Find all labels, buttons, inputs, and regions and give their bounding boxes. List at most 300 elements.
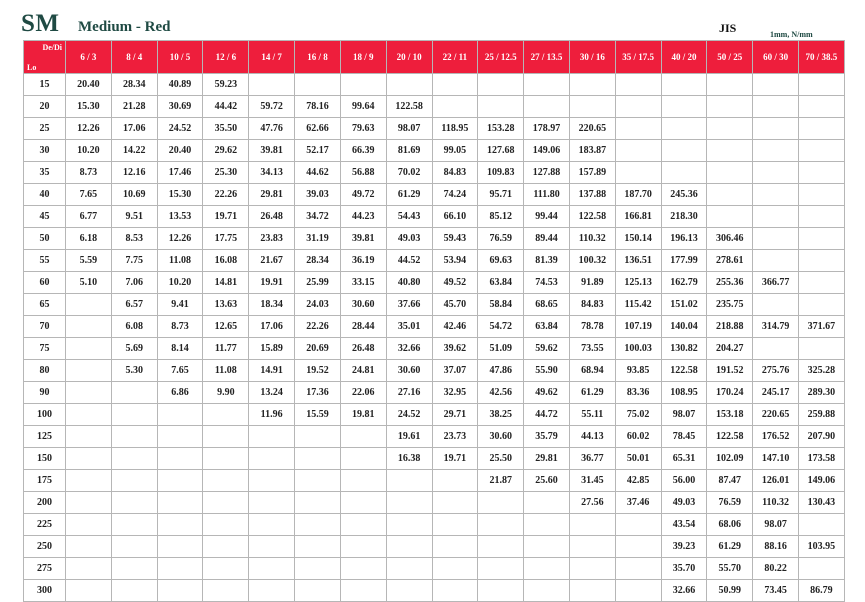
table-cell: 83.36 — [615, 382, 661, 404]
table-cell — [340, 470, 386, 492]
table-cell: 11.77 — [203, 338, 249, 360]
table-cell — [432, 558, 478, 580]
table-cell: 6.18 — [66, 228, 112, 250]
table-cell — [432, 74, 478, 96]
table-cell: 17.06 — [249, 316, 295, 338]
table-cell: 5.69 — [111, 338, 157, 360]
table-cell — [707, 206, 753, 228]
table-cell: 65.31 — [661, 448, 707, 470]
table-cell: 20.40 — [66, 74, 112, 96]
table-cell: 39.03 — [295, 184, 341, 206]
table-cell: 111.80 — [524, 184, 570, 206]
table-cell — [707, 162, 753, 184]
table-cell: 42.46 — [432, 316, 478, 338]
table-cell — [203, 404, 249, 426]
table-cell — [386, 470, 432, 492]
table-cell: 49.72 — [340, 184, 386, 206]
table-cell: 162.79 — [661, 272, 707, 294]
table-cell — [615, 514, 661, 536]
column-header: 18 / 9 — [340, 41, 386, 74]
column-header: 10 / 5 — [157, 41, 203, 74]
table-cell — [111, 492, 157, 514]
table-cell — [707, 184, 753, 206]
corner-cell — [24, 41, 66, 74]
table-row — [24, 250, 845, 272]
table-cell — [569, 580, 615, 602]
table-cell: 69.63 — [478, 250, 524, 272]
table-cell — [524, 492, 570, 514]
table-cell: 122.58 — [707, 426, 753, 448]
table-cell — [432, 514, 478, 536]
table-cell — [386, 536, 432, 558]
table-cell: 127.88 — [524, 162, 570, 184]
table-cell: 85.12 — [478, 206, 524, 228]
table-cell: 108.95 — [661, 382, 707, 404]
table-cell: 275.76 — [753, 360, 799, 382]
table-cell: 11.08 — [157, 250, 203, 272]
table-cell: 25.50 — [478, 448, 524, 470]
table-cell: 125.13 — [615, 272, 661, 294]
table-cell: 21.87 — [478, 470, 524, 492]
table-cell — [249, 536, 295, 558]
table-cell — [295, 470, 341, 492]
table-cell — [753, 206, 799, 228]
table-cell: 110.32 — [569, 228, 615, 250]
table-cell: 80.22 — [753, 558, 799, 580]
table-cell: 137.88 — [569, 184, 615, 206]
table-row — [24, 448, 845, 470]
table-cell: 259.88 — [799, 404, 845, 426]
table-cell: 100.32 — [569, 250, 615, 272]
table-cell: 30.60 — [340, 294, 386, 316]
table-cell — [157, 514, 203, 536]
table-cell: 306.46 — [707, 228, 753, 250]
table-cell: 17.46 — [157, 162, 203, 184]
table-cell: 27.16 — [386, 382, 432, 404]
table-cell: 9.51 — [111, 206, 157, 228]
table-cell: 87.47 — [707, 470, 753, 492]
table-cell: 109.83 — [478, 162, 524, 184]
standard-label: JIS — [719, 21, 737, 35]
table-cell — [615, 118, 661, 140]
table-cell — [478, 74, 524, 96]
table-cell: 58.84 — [478, 294, 524, 316]
table-cell: 23.83 — [249, 228, 295, 250]
table-cell — [66, 470, 112, 492]
column-header: 16 / 8 — [295, 41, 341, 74]
table-cell: 7.75 — [111, 250, 157, 272]
table-cell — [524, 558, 570, 580]
table-cell — [66, 448, 112, 470]
table-cell: 43.54 — [661, 514, 707, 536]
table-cell: 191.52 — [707, 360, 753, 382]
table-cell: 39.81 — [249, 140, 295, 162]
row-label-lo: 45 — [24, 206, 66, 228]
table-row — [24, 426, 845, 448]
row-label-lo: 80 — [24, 360, 66, 382]
table-cell: 49.03 — [661, 492, 707, 514]
table-cell: 44.23 — [340, 206, 386, 228]
table-cell: 28.44 — [340, 316, 386, 338]
table-cell: 63.84 — [478, 272, 524, 294]
series-code: SM — [21, 10, 60, 37]
table-cell — [753, 338, 799, 360]
table-cell: 28.34 — [111, 74, 157, 96]
table-cell: 314.79 — [753, 316, 799, 338]
table-cell: 122.58 — [661, 360, 707, 382]
table-cell: 74.24 — [432, 184, 478, 206]
table-row — [24, 558, 845, 580]
table-cell: 59.43 — [432, 228, 478, 250]
table-cell: 7.65 — [157, 360, 203, 382]
table-cell: 12.65 — [203, 316, 249, 338]
table-row — [24, 206, 845, 228]
table-cell: 245.17 — [753, 382, 799, 404]
table-cell — [799, 118, 845, 140]
table-cell: 61.29 — [569, 382, 615, 404]
table-cell: 5.30 — [111, 360, 157, 382]
table-cell: 220.65 — [753, 404, 799, 426]
table-cell: 17.06 — [111, 118, 157, 140]
table-cell: 78.78 — [569, 316, 615, 338]
table-cell: 59.62 — [524, 338, 570, 360]
row-label-lo: 125 — [24, 426, 66, 448]
row-label-lo: 50 — [24, 228, 66, 250]
table-cell: 25.99 — [295, 272, 341, 294]
column-header: 6 / 3 — [66, 41, 112, 74]
table-cell: 13.53 — [157, 206, 203, 228]
table-cell: 25.30 — [203, 162, 249, 184]
table-cell — [157, 536, 203, 558]
table-cell — [295, 536, 341, 558]
column-header: 70 / 38.5 — [799, 41, 845, 74]
column-header: 35 / 17.5 — [615, 41, 661, 74]
table-cell — [799, 558, 845, 580]
row-label-lo: 275 — [24, 558, 66, 580]
table-cell: 19.52 — [295, 360, 341, 382]
table-row — [24, 118, 845, 140]
table-cell — [340, 580, 386, 602]
table-cell: 34.72 — [295, 206, 341, 228]
table-cell — [295, 558, 341, 580]
table-cell: 14.81 — [203, 272, 249, 294]
table-cell: 13.24 — [249, 382, 295, 404]
table-cell — [432, 536, 478, 558]
table-cell: 11.96 — [249, 404, 295, 426]
table-cell — [799, 294, 845, 316]
table-cell: 44.13 — [569, 426, 615, 448]
column-header: 20 / 10 — [386, 41, 432, 74]
table-cell — [157, 558, 203, 580]
table-cell — [157, 448, 203, 470]
table-cell — [524, 96, 570, 118]
table-cell: 50.01 — [615, 448, 661, 470]
column-header: 25 / 12.5 — [478, 41, 524, 74]
table-row — [24, 140, 845, 162]
table-cell: 66.10 — [432, 206, 478, 228]
table-cell — [753, 118, 799, 140]
table-cell — [340, 492, 386, 514]
table-cell — [66, 382, 112, 404]
table-cell: 122.58 — [569, 206, 615, 228]
page-header — [18, 8, 848, 40]
table-cell: 30.60 — [386, 360, 432, 382]
table-cell: 32.66 — [661, 580, 707, 602]
table-cell: 107.19 — [615, 316, 661, 338]
table-cell: 78.16 — [295, 96, 341, 118]
table-cell: 12.16 — [111, 162, 157, 184]
table-cell — [524, 536, 570, 558]
table-cell: 40.89 — [157, 74, 203, 96]
table-cell: 28.34 — [295, 250, 341, 272]
table-cell: 150.14 — [615, 228, 661, 250]
table-cell — [111, 382, 157, 404]
table-cell: 35.50 — [203, 118, 249, 140]
table-cell — [203, 536, 249, 558]
table-cell: 15.89 — [249, 338, 295, 360]
table-cell: 8.53 — [111, 228, 157, 250]
table-cell — [799, 228, 845, 250]
table-row — [24, 514, 845, 536]
table-cell: 14.22 — [111, 140, 157, 162]
table-cell: 15.59 — [295, 404, 341, 426]
table-cell: 24.81 — [340, 360, 386, 382]
row-label-lo: 100 — [24, 404, 66, 426]
table-cell: 166.81 — [615, 206, 661, 228]
table-cell: 8.73 — [157, 316, 203, 338]
table-cell — [295, 448, 341, 470]
table-cell: 45.70 — [432, 294, 478, 316]
table-cell — [111, 448, 157, 470]
table-cell: 32.66 — [386, 338, 432, 360]
table-cell — [661, 140, 707, 162]
table-cell: 22.26 — [203, 184, 249, 206]
table-cell: 5.59 — [66, 250, 112, 272]
table-cell: 49.62 — [524, 382, 570, 404]
table-cell: 187.70 — [615, 184, 661, 206]
table-cell: 220.65 — [569, 118, 615, 140]
column-header: 14 / 7 — [249, 41, 295, 74]
table-cell — [66, 492, 112, 514]
table-cell: 55.70 — [707, 558, 753, 580]
row-label-lo: 15 — [24, 74, 66, 96]
table-cell — [66, 514, 112, 536]
table-cell: 25.60 — [524, 470, 570, 492]
table-cell — [66, 558, 112, 580]
table-cell: 255.36 — [707, 272, 753, 294]
table-cell: 20.69 — [295, 338, 341, 360]
table-cell: 81.39 — [524, 250, 570, 272]
column-header: 40 / 20 — [661, 41, 707, 74]
table-cell: 54.43 — [386, 206, 432, 228]
table-cell — [66, 294, 112, 316]
table-cell — [615, 96, 661, 118]
table-cell: 42.85 — [615, 470, 661, 492]
table-row — [24, 404, 845, 426]
row-label-lo: 40 — [24, 184, 66, 206]
table-row — [24, 470, 845, 492]
table-cell: 34.13 — [249, 162, 295, 184]
column-header: 22 / 11 — [432, 41, 478, 74]
table-cell — [203, 514, 249, 536]
table-cell — [340, 558, 386, 580]
table-cell — [386, 580, 432, 602]
table-cell: 44.62 — [295, 162, 341, 184]
corner-label-de-di: De/Di — [42, 43, 62, 52]
row-label-lo: 75 — [24, 338, 66, 360]
row-label-lo: 175 — [24, 470, 66, 492]
table-cell: 98.07 — [661, 404, 707, 426]
table-cell: 178.97 — [524, 118, 570, 140]
table-cell: 86.79 — [799, 580, 845, 602]
table-cell: 24.03 — [295, 294, 341, 316]
table-cell: 147.10 — [753, 448, 799, 470]
table-cell — [157, 470, 203, 492]
row-label-lo: 65 — [24, 294, 66, 316]
table-cell: 15.30 — [66, 96, 112, 118]
table-cell: 6.77 — [66, 206, 112, 228]
table-cell — [111, 558, 157, 580]
table-cell — [707, 118, 753, 140]
table-cell: 39.23 — [661, 536, 707, 558]
table-cell: 153.28 — [478, 118, 524, 140]
table-cell — [753, 250, 799, 272]
table-cell: 53.94 — [432, 250, 478, 272]
table-cell — [157, 404, 203, 426]
table-cell: 24.52 — [386, 404, 432, 426]
table-cell: 98.07 — [386, 118, 432, 140]
table-cell: 157.89 — [569, 162, 615, 184]
table-cell: 207.90 — [799, 426, 845, 448]
table-cell — [799, 514, 845, 536]
table-cell — [615, 140, 661, 162]
table-cell: 84.83 — [432, 162, 478, 184]
table-cell: 30.69 — [157, 96, 203, 118]
table-cell — [799, 162, 845, 184]
table-cell — [799, 272, 845, 294]
table-cell: 52.17 — [295, 140, 341, 162]
table-cell: 26.48 — [249, 206, 295, 228]
table-cell: 68.94 — [569, 360, 615, 382]
table-cell: 75.02 — [615, 404, 661, 426]
table-row — [24, 338, 845, 360]
table-cell: 39.81 — [340, 228, 386, 250]
table-cell: 12.26 — [66, 118, 112, 140]
table-cell — [249, 492, 295, 514]
table-row — [24, 492, 845, 514]
table-cell: 15.30 — [157, 184, 203, 206]
table-cell: 9.90 — [203, 382, 249, 404]
table-cell: 27.56 — [569, 492, 615, 514]
table-cell: 23.73 — [432, 426, 478, 448]
table-cell: 149.06 — [799, 470, 845, 492]
table-cell — [203, 448, 249, 470]
table-cell: 130.43 — [799, 492, 845, 514]
table-cell — [524, 74, 570, 96]
table-cell — [66, 338, 112, 360]
table-cell: 40.80 — [386, 272, 432, 294]
table-cell — [478, 580, 524, 602]
row-label-lo: 225 — [24, 514, 66, 536]
table-cell: 20.40 — [157, 140, 203, 162]
column-header: 50 / 25 — [707, 41, 753, 74]
table-cell: 47.76 — [249, 118, 295, 140]
spring-rate-table — [23, 40, 845, 602]
table-cell — [799, 184, 845, 206]
table-cell: 22.06 — [340, 382, 386, 404]
table-cell: 35.70 — [661, 558, 707, 580]
table-cell — [111, 470, 157, 492]
table-row — [24, 96, 845, 118]
table-cell: 66.39 — [340, 140, 386, 162]
table-cell: 51.09 — [478, 338, 524, 360]
table-cell: 10.69 — [111, 184, 157, 206]
table-cell: 140.04 — [661, 316, 707, 338]
table-cell: 5.10 — [66, 272, 112, 294]
table-cell: 325.28 — [799, 360, 845, 382]
row-label-lo: 90 — [24, 382, 66, 404]
table-cell: 76.59 — [478, 228, 524, 250]
table-header-row — [24, 41, 845, 74]
table-cell: 35.79 — [524, 426, 570, 448]
table-cell — [661, 96, 707, 118]
table-cell — [478, 492, 524, 514]
table-cell: 47.86 — [478, 360, 524, 382]
table-row — [24, 382, 845, 404]
table-cell — [707, 140, 753, 162]
table-cell: 37.07 — [432, 360, 478, 382]
table-cell: 44.72 — [524, 404, 570, 426]
table-cell: 17.75 — [203, 228, 249, 250]
table-cell: 32.95 — [432, 382, 478, 404]
table-cell: 29.81 — [249, 184, 295, 206]
table-cell — [340, 514, 386, 536]
table-cell — [753, 96, 799, 118]
table-cell — [66, 580, 112, 602]
table-cell: 10.20 — [66, 140, 112, 162]
column-header: 8 / 4 — [111, 41, 157, 74]
table-cell: 93.85 — [615, 360, 661, 382]
table-cell — [478, 96, 524, 118]
table-cell — [432, 580, 478, 602]
table-cell — [524, 580, 570, 602]
table-cell: 44.52 — [386, 250, 432, 272]
table-cell: 26.48 — [340, 338, 386, 360]
table-cell: 29.62 — [203, 140, 249, 162]
table-cell — [340, 426, 386, 448]
table-cell — [799, 74, 845, 96]
table-cell: 6.86 — [157, 382, 203, 404]
table-cell: 38.25 — [478, 404, 524, 426]
table-cell — [249, 470, 295, 492]
table-row — [24, 316, 845, 338]
table-cell — [615, 536, 661, 558]
table-cell: 6.57 — [111, 294, 157, 316]
table-cell: 59.23 — [203, 74, 249, 96]
row-label-lo: 20 — [24, 96, 66, 118]
table-cell: 63.84 — [524, 316, 570, 338]
table-cell: 127.68 — [478, 140, 524, 162]
table-cell: 29.81 — [524, 448, 570, 470]
table-cell: 149.06 — [524, 140, 570, 162]
table-cell: 17.36 — [295, 382, 341, 404]
table-cell: 122.58 — [386, 96, 432, 118]
table-cell — [66, 404, 112, 426]
table-cell: 102.09 — [707, 448, 753, 470]
table-cell: 31.45 — [569, 470, 615, 492]
table-cell — [569, 536, 615, 558]
table-cell: 6.08 — [111, 316, 157, 338]
